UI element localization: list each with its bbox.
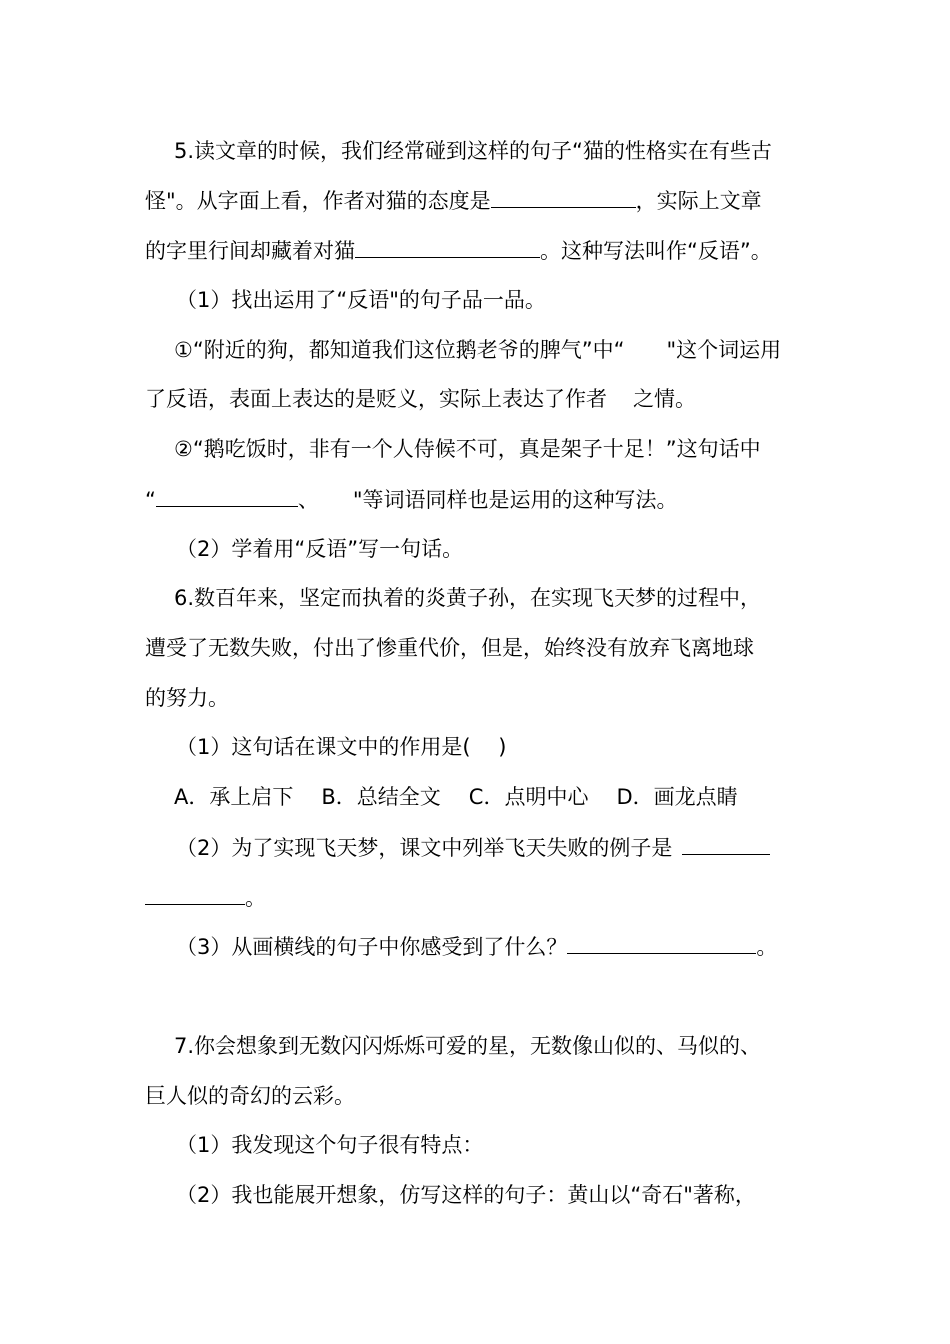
q6-part1-label <box>176 732 506 762</box>
q5-item1-text-c: 了反语，表面上表达的是贬义，实际上表达了作者 <box>145 387 607 411</box>
q5-part1-label-text: （1）找出运用了“反语"的句子品一品。 <box>176 288 546 312</box>
q5-part2-label-text: （2）学着用“反语”写一句话。 <box>176 537 464 561</box>
q5-part1-item1-line-1 <box>174 335 781 365</box>
q6-part2-line-2 <box>145 882 266 913</box>
q6-part3-line <box>176 931 777 962</box>
q5-item1-text-b: "这个词运用 <box>666 338 782 362</box>
q6-intro-text-1: 6.数百年来，坚定而执着的炎黄子孙，在实现飞天梦的过程中， <box>174 586 762 610</box>
q5-part2-label <box>176 534 463 564</box>
q7-intro-text-1: 7.你会想象到无数闪闪烁烁可爱的星，无数像山似的、马似的、 <box>174 1034 762 1058</box>
q6-part1-label-text: （1）这句话在课文中的作用是( ) <box>176 735 507 759</box>
q5-item2-text-c: 、 <box>297 488 319 512</box>
q7-intro-line-1 <box>174 1031 761 1061</box>
q6-intro-text-2: 遭受了无数失败，付出了惨重代价，但是，始终没有放弃飞离地球 <box>145 636 754 660</box>
q7-intro-line-2 <box>145 1081 355 1111</box>
q5-intro-line-1 <box>174 136 772 166</box>
q5-item2-text-a: ②“鹅吃饭时，非有一个人侍候不可，真是架子十足！”这句话中 <box>174 437 761 461</box>
q5-intro-text-2b: ，实际上文章 <box>635 189 762 213</box>
q5-item2-word-blank[interactable] <box>156 484 298 507</box>
q5-attitude-blank[interactable] <box>491 185 636 208</box>
q7-part2-label-text: （2）我也能展开想象，仿写这样的句子：黄山以“奇石"著称， <box>176 1183 756 1207</box>
q5-part1-item2-line-1 <box>174 434 761 464</box>
q5-intro-line-3 <box>145 235 772 266</box>
q5-part1-label <box>176 285 546 315</box>
q5-item2-text-b: “ <box>145 488 156 512</box>
q6-option-d[interactable]: D．画龙点睛 <box>616 785 738 809</box>
q6-option-a[interactable]: A．承上启下 <box>174 785 294 809</box>
q5-part1-item2-line-2 <box>145 484 678 515</box>
q7-intro-text-2: 巨人似的奇幻的云彩。 <box>145 1084 355 1108</box>
q5-intro-text-1: 5.读文章的时候，我们经常碰到这样的句子“猫的性格实在有些古 <box>174 139 772 163</box>
q6-option-c[interactable]: C．点明中心 <box>468 785 589 809</box>
q6-part3-end: 。 <box>756 935 778 959</box>
q6-part2-blank-1[interactable] <box>682 832 770 855</box>
q6-options-row <box>174 782 738 812</box>
q5-intro-line-2 <box>145 185 762 216</box>
q6-part2-label-text: （2）为了实现飞天梦，课文中列举飞天失败的例子是 <box>176 836 673 860</box>
q5-item1-text-d: 之情。 <box>633 387 696 411</box>
q5-intro-text-2a: 怪"。从字面上看，作者对猫的态度是 <box>145 189 491 213</box>
q6-intro-line-3 <box>145 683 229 713</box>
q6-part3-blank[interactable] <box>567 931 756 954</box>
q5-intro-text-3b: 。这种写法叫作“反语”。 <box>540 239 772 263</box>
q5-intro-text-3a: 的字里行间却藏着对猫 <box>145 239 355 263</box>
q5-item1-text-a: ①“附近的狗，都知道我们这位鹅老爷的脾气”中“ <box>174 338 625 362</box>
q6-option-b[interactable]: B．总结全文 <box>321 785 441 809</box>
q6-part2-line-1 <box>176 832 770 863</box>
q6-part3-label-text: （3）从画横线的句子中你感受到了什么？ <box>176 935 568 959</box>
q6-part2-end: 。 <box>245 886 266 910</box>
q6-part2-blank-2[interactable] <box>145 882 245 905</box>
q5-item2-text-d: "等词语同样也是运用的这种写法。 <box>352 488 678 512</box>
q7-part2-label <box>176 1180 756 1210</box>
q5-part1-item1-line-2 <box>145 384 696 414</box>
q6-intro-text-3: 的努力。 <box>145 686 229 710</box>
q6-intro-line-1 <box>174 583 761 613</box>
q5-feeling-blank[interactable] <box>355 235 540 258</box>
q7-part1-label-text: （1）我发现这个句子很有特点： <box>176 1133 484 1157</box>
q6-intro-line-2 <box>145 633 754 663</box>
q7-part1-label <box>176 1130 483 1160</box>
